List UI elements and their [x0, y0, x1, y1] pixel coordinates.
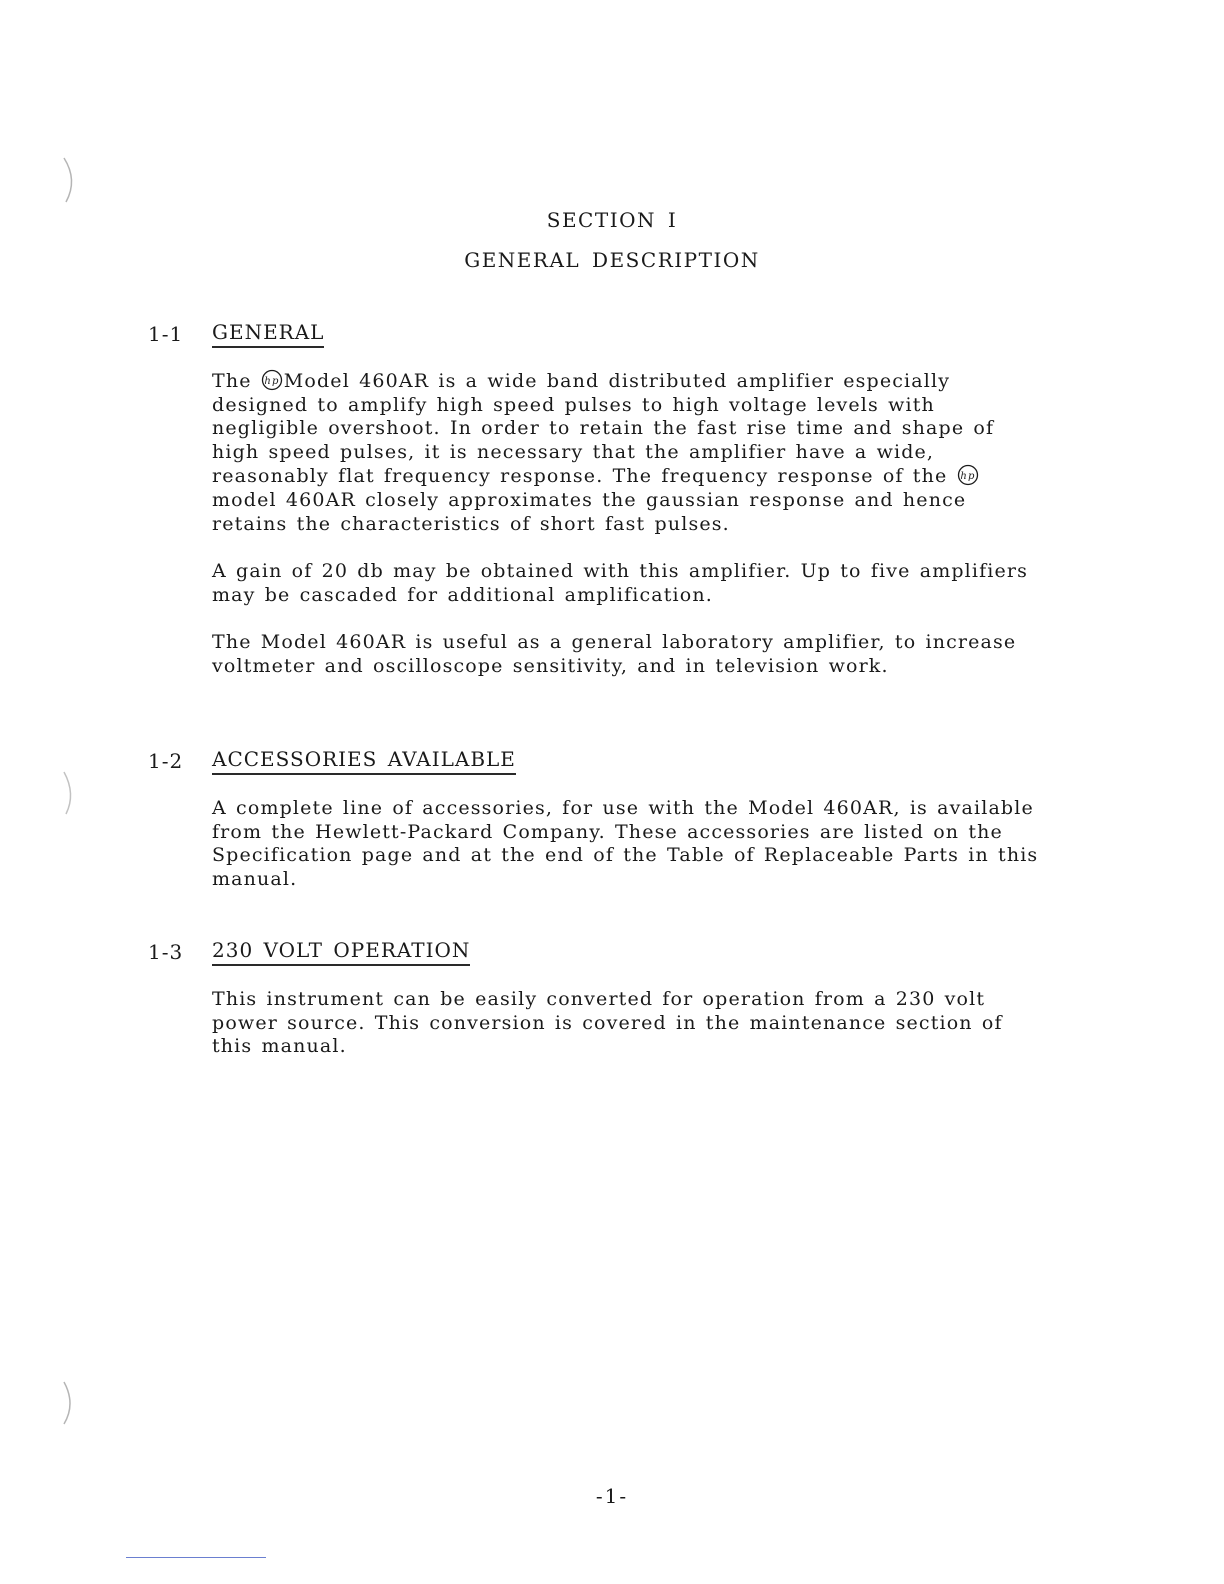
- section-heading: GENERAL: [212, 320, 324, 348]
- paragraph-text: Model 460AR is a wide band distributed amplifier especially designed to amplify high speed pulses to high voltage levels with negligible overshoot. In order to retain the fast rise time and shape of high speed pulses, it is necessary that the amplifier have a wide, reasonably flat frequency response. The frequency response of the: [212, 370, 995, 488]
- section-heading: ACCESSORIES AVAILABLE: [212, 747, 516, 775]
- section-number: 1-2: [148, 749, 184, 773]
- hp-logo-icon: [261, 369, 283, 391]
- paragraph: This instrument can be easily converted for operation from a 230 volt power source. This conversion is covered in the maintenance section of this manual.: [212, 988, 1003, 1058]
- section-number: 1-1: [148, 322, 184, 346]
- paragraph: A complete line of accessories, for use with the Model 460AR, is available from the Hewlett-Packard Company. These accessories are listed on the Specification page and at the end of the Table of Replaceable Parts in this manual.: [212, 797, 1039, 890]
- paragraph-prefix: The: [212, 370, 261, 392]
- section-title: SECTION I: [546, 208, 678, 232]
- paragraph: [212, 369, 1042, 536]
- paragraph: A gain of 20 db may be obtained with this amplifier. Up to five amplifiers may be cascaded for additional amplification.: [212, 560, 1029, 606]
- paragraph: The Model 460AR is useful as a general laboratory amplifier, to increase voltmeter and oscilloscope sensitivity, and in television work.: [212, 631, 1017, 677]
- hp-logo-icon: [957, 464, 979, 486]
- binding-hole-mark: [60, 770, 82, 818]
- paragraph-text: model 460AR closely approximates the gaussian response and hence retains the characteristics of short fast pulses.: [212, 488, 967, 535]
- page-subtitle: GENERAL DESCRIPTION: [464, 248, 760, 272]
- hp-logo-text: hp: [959, 471, 976, 483]
- section-heading: 230 VOLT OPERATION: [212, 938, 470, 966]
- hp-logo-text: hp: [264, 376, 280, 387]
- binding-hole-mark: [60, 1380, 82, 1428]
- section-number: 1-3: [148, 940, 184, 964]
- footer-rule: [126, 1557, 266, 1558]
- binding-hole-mark: [60, 156, 82, 204]
- page-number: -1-: [595, 1484, 629, 1508]
